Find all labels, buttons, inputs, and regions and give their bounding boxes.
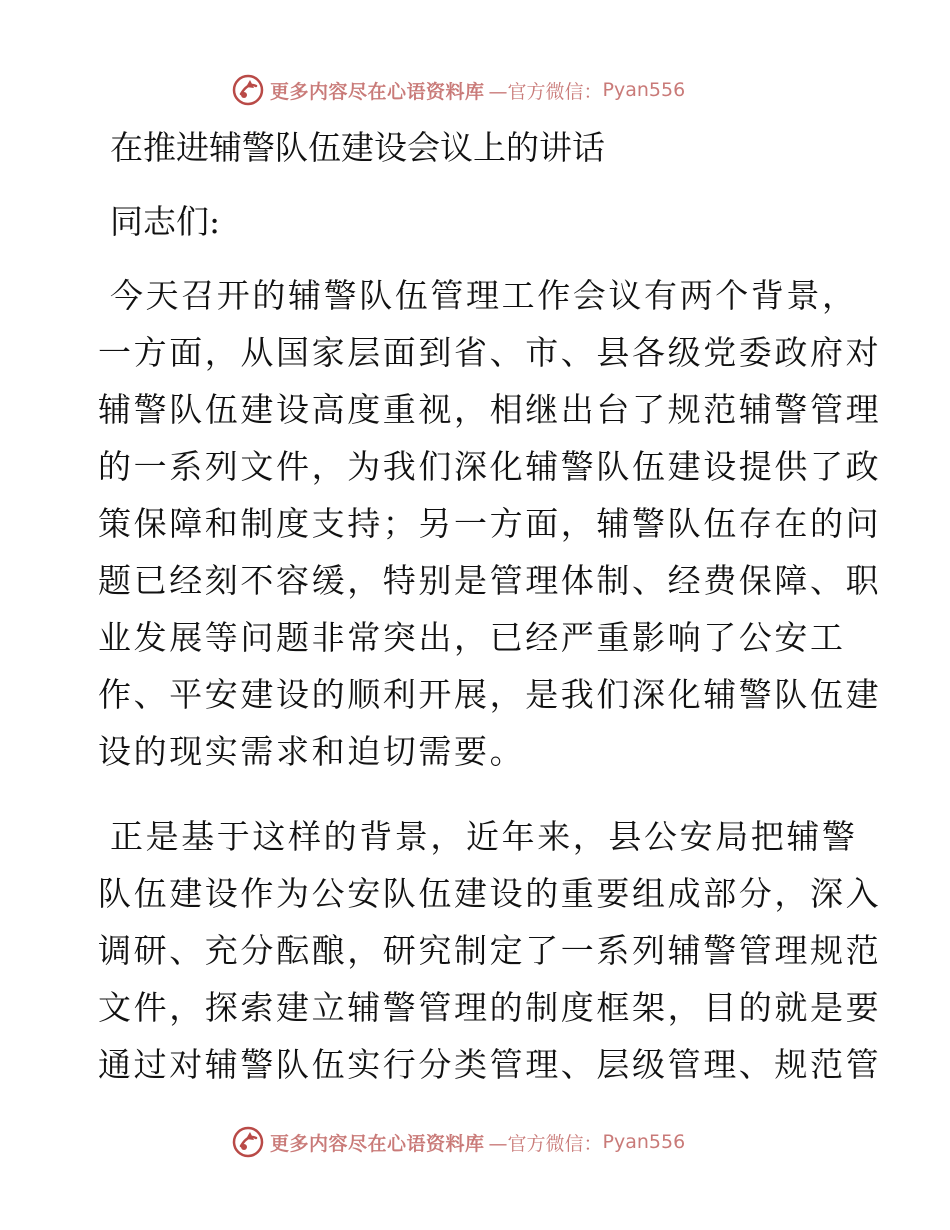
- brand-logo-icon: [232, 74, 264, 106]
- salutation: 同志们:: [110, 202, 221, 241]
- watermark-text: 更多内容尽在心语资料库: [270, 1132, 485, 1155]
- paragraph-line: 通过对辅警队伍实行分类管理、层级管理、规范管: [98, 1045, 882, 1084]
- paragraph-line: 一方面，从国家层面到省、市、县各级党委政府对: [98, 333, 882, 372]
- paragraph-line: 辅警队伍建设高度重视，相继出台了规范辅警管理: [98, 390, 882, 429]
- watermark-text: 更多内容尽在心语资料库: [270, 80, 485, 103]
- paragraph-2: [98, 808, 882, 1093]
- watermark-separator: —官方微信：: [488, 1132, 603, 1155]
- paragraph-line: 作、平安建设的顺利开展，是我们深化辅警队伍建: [98, 675, 882, 714]
- document-title: 在推进辅警队伍建设会议上的讲话: [110, 128, 605, 167]
- watermark-separator: —官方微信：: [488, 80, 603, 103]
- paragraph-line: 题已经刻不容缓，特别是管理体制、经费保障、职: [98, 561, 882, 600]
- watermark-footer: [232, 1124, 685, 1160]
- paragraph-1: [98, 267, 882, 780]
- paragraph-line: 业发展等问题非常突出，已经严重影响了公安工: [98, 618, 846, 657]
- watermark-wechat-id: Pyan556: [602, 79, 686, 101]
- paragraph-line: 调研、充分酝酿，研究制定了一系列辅警管理规范: [98, 931, 882, 970]
- paragraph-line: 策保障和制度支持；另一方面，辅警队伍存在的问: [98, 504, 882, 543]
- paragraph-line: 今天召开的辅警队伍管理工作会议有两个背景，: [110, 276, 858, 315]
- paragraph-line: 的一系列文件，为我们深化辅警队伍建设提供了政: [98, 447, 882, 486]
- brand-logo-icon: [232, 1126, 264, 1158]
- watermark-header: [232, 72, 685, 108]
- paragraph-line: 文件，探索建立辅警管理的制度框架，目的就是要: [98, 988, 882, 1027]
- paragraph-line: 正是基于这样的背景，近年来，县公安局把辅警: [110, 817, 858, 856]
- paragraph-line: 设的现实需求和迫切需要。: [98, 732, 526, 771]
- paragraph-line: 队伍建设作为公安队伍建设的重要组成部分，深入: [98, 874, 882, 913]
- watermark-wechat-id: Pyan556: [602, 1131, 686, 1153]
